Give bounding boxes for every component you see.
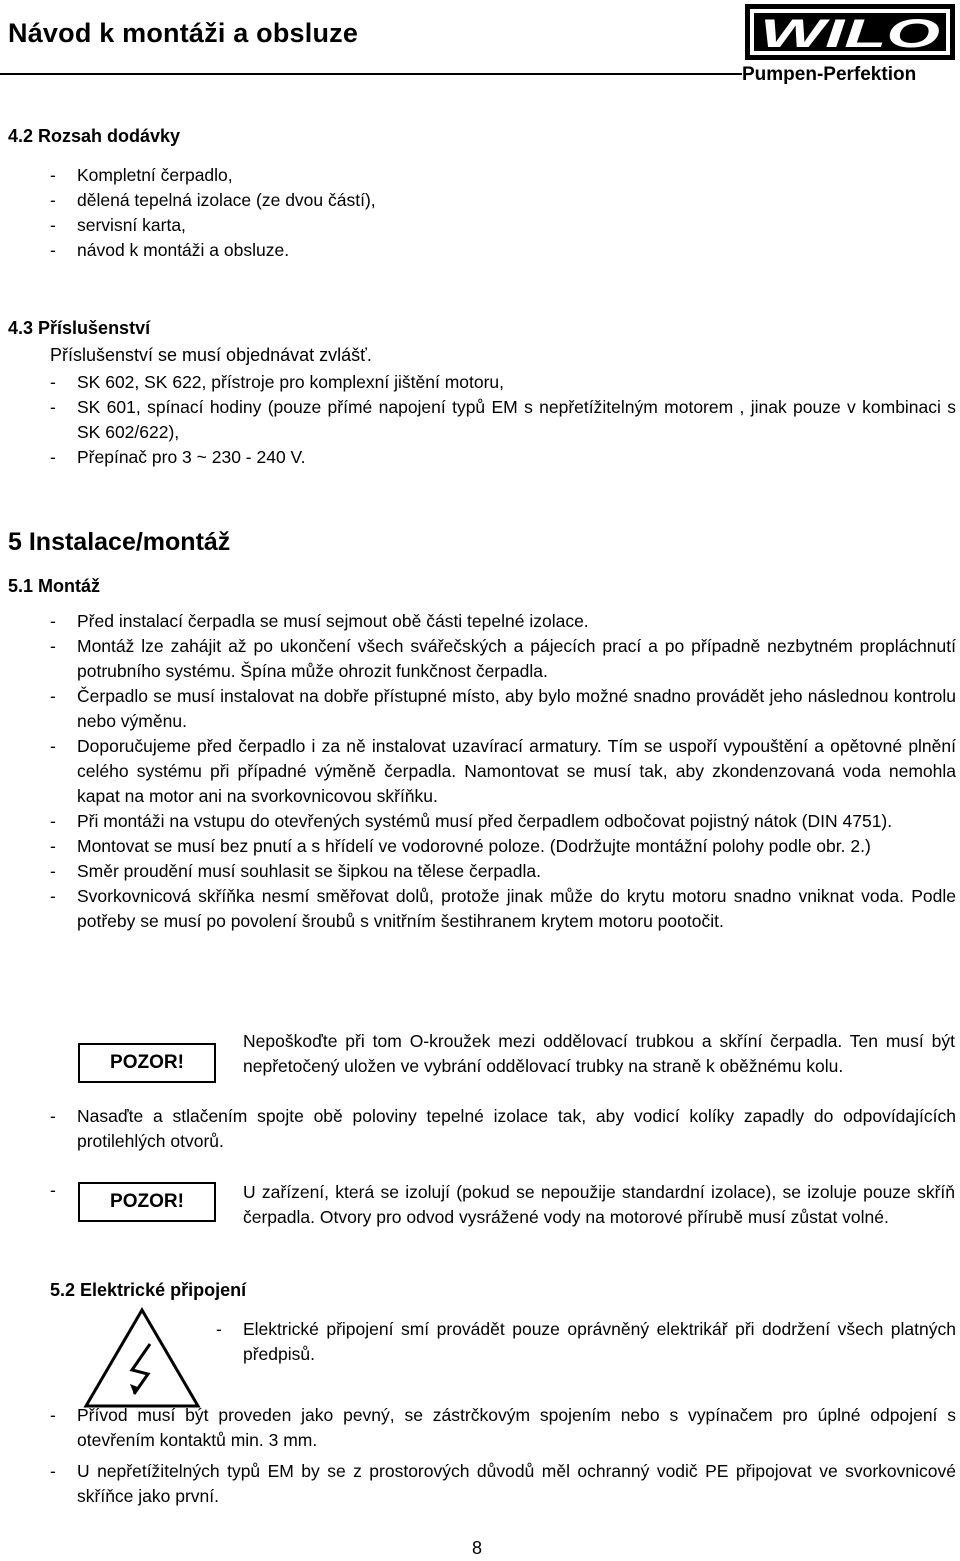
list-item: - Kompletní čerpadlo,: [50, 163, 376, 188]
pozor-label: POZOR!: [110, 1191, 184, 1212]
section-5-1-list-continued: [50, 1104, 956, 1154]
logo-text: WILO: [760, 12, 940, 56]
list-item: - U nepřetížitelných typů EM by se z prostorových důvodů měl ochranný vodič PE připojovat ve svorkovnicové skříňce jako první.: [50, 1459, 956, 1509]
list-item: - Přepínač pro 3 ~ 230 - 240 V.: [50, 445, 956, 470]
list-dash: -: [50, 1180, 56, 1200]
list-item: - Doporučujeme před čerpadlo i za ně instalovat uzavírací armatury. Tím se uspoří vypouštění a opětovné plnění celého systému při případné výměně čerpadla. Namontovat se musí tak, aby zkondenzovaná voda nemohla kapat na motor ani na svorkovnicovou skříňku.: [50, 734, 956, 809]
page-number: 8: [472, 1538, 483, 1558]
section-5-2-list: [50, 1403, 956, 1509]
pozor-label: POZOR!: [110, 1052, 184, 1073]
list-item: - Čerpadlo se musí instalovat na dobře přístupné místo, aby bylo možné snadno provádět jeho následnou kontrolu nebo výměnu.: [50, 684, 956, 734]
electrical-hazard-icon: [82, 1306, 202, 1410]
section-4-2-list: [50, 163, 376, 263]
list-item: - Při montáži na vstupu do otevřených systémů musí před čerpadlem odbočovat pojistný nátok (DIN 4751).: [50, 809, 956, 834]
section-4-3-intro: Příslušenství se musí objednávat zvlášť.: [50, 345, 372, 365]
section-5-heading: 5 Instalace/montáž: [8, 528, 231, 556]
list-item: - Svorkovnicová skříňka nesmí směřovat dolů, protože jinak může do krytu motoru snadno vniknat voda. Podle potřeby se musí po povolení šroubů s vnitřním šestihranem krytem motoru pootočit.: [50, 884, 956, 934]
list-item: - Montovat se musí bez pnutí a s hřídelí ve vodorovné poloze. (Dodržujte montážní polohy podle obr. 2.): [50, 834, 956, 859]
list-item: - návod k montáži a obsluze.: [50, 238, 376, 263]
wilo-logo: [744, 3, 956, 61]
pozor-warning-box: [78, 1043, 216, 1083]
list-item: - Montáž lze zahájit až po ukončení všech svářečských a pájecích prací a po případně nezbytném propláchnutí potrubního systému. Špína může ohrozit funkčnost čerpadla.: [50, 634, 956, 684]
section-4-2-heading: 4.2 Rozsah dodávky: [8, 126, 181, 146]
list-item: - Přívod musí být proveden jako pevný, se zástrčkovým spojením nebo s vypínačem pro úplné odpojení s otevřením kontaktů min. 3 mm.: [50, 1403, 956, 1453]
pozor-warning-box: [78, 1182, 216, 1222]
pozor-note-text: U zařízení, která se izolují (pokud se nepoužije standardní izolace), se izoluje pouze skříň čerpadla. Otvory pro odvod vysrážené vody na motorové přírubě musí zůstat volné.: [243, 1182, 955, 1227]
section-5-1-list: [50, 609, 956, 934]
list-item: - Elektrické připojení smí provádět pouze oprávněný elektrikář při dodržení všech platných předpisů.: [216, 1317, 956, 1367]
list-item: - Směr proudění musí souhlasit se šipkou na tělese čerpadla.: [50, 859, 956, 884]
list-item: - SK 601, spínací hodiny (pouze přímé napojení typů EM s nepřetížitelným motorem , jinak pouze v kombinaci s SK 602/622),: [50, 395, 956, 445]
list-item: - Nasaďte a stlačením spojte obě poloviny tepelné izolace tak, aby vodicí kolíky zapadly do odpovídajících protilehlých otvorů.: [50, 1104, 956, 1154]
list-item: - Před instalací čerpadla se musí sejmout obě části tepelné izolace.: [50, 609, 956, 634]
section-4-3-heading: 4.3 Příslušenství: [8, 318, 151, 338]
section-5-2-warning-list: [216, 1317, 956, 1367]
list-item: - dělená tepelná izolace (ze dvou částí),: [50, 188, 376, 213]
document-title: Návod k montáži a obsluze: [8, 18, 359, 48]
section-5-2-heading: 5.2 Elektrické připojení: [50, 1280, 247, 1300]
header-rule: [0, 73, 742, 75]
list-item: - servisní karta,: [50, 213, 376, 238]
section-5-1-heading: 5.1 Montáž: [8, 576, 101, 596]
section-4-3-list: [50, 370, 956, 470]
list-item: - SK 602, SK 622, přístroje pro komplexní jištění motoru,: [50, 370, 956, 395]
tagline: Pumpen-Perfektion: [742, 64, 917, 85]
pozor-note-text: Nepoškoďte při tom O-kroužek mezi oddělovací trubkou a skříní čerpadla. Ten musí být nepřetočený uložen ve vybrání oddělovací trubky na straně k oběžnému kolu.: [243, 1031, 955, 1076]
